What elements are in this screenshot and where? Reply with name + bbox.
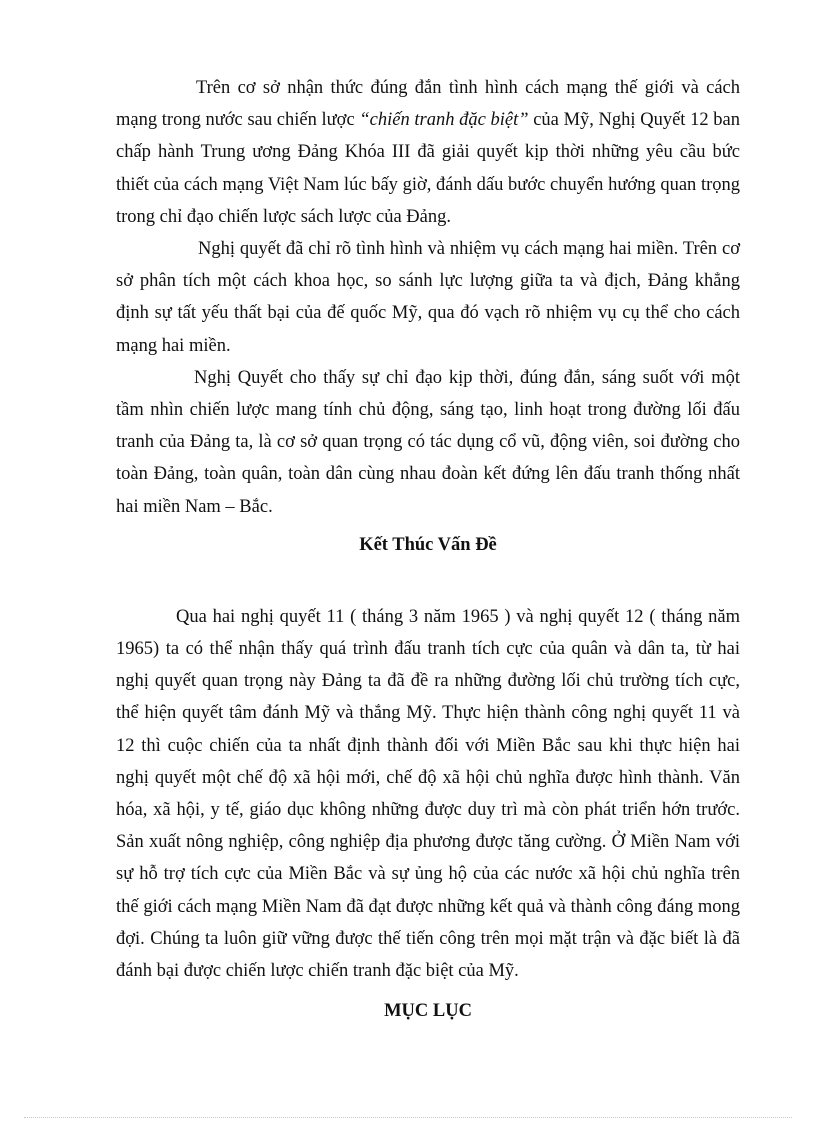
paragraph-1-italic-phrase: “chiến tranh đặc biệt” bbox=[359, 110, 529, 131]
paragraph-1 bbox=[116, 72, 740, 233]
conclusion-heading: Kết Thúc Vấn Đề bbox=[359, 534, 497, 555]
paragraph-1-text-a: Trên cơ sở nhận thức đúng đắn tình hình cách mạng thế giới và cách mạng trong nước sau chiến lược bbox=[116, 78, 740, 131]
page-bottom-divider bbox=[24, 1117, 792, 1118]
paragraph-4: Qua hai nghị quyết 11 ( tháng 3 năm 1965 ) và nghị quyết 12 ( tháng năm 1965) ta có thể nhận thấy quá trình đấu tranh tích cực của quân và dân ta, từ hai nghị quyết quan trọng này Đảng ta đã đề ra những đường lối chủ trường tích cực, thể hiện quyết tâm đánh Mỹ và thắng Mỹ. Thực hiện thành công nghị quyết 11 và 12 thì cuộc chiến của ta nhất định thành đối với Miền Bắc sau khi thực hiện hai nghị quyết một chế độ xã hội mới, chế độ xã hội chủ nghĩa được hình thành. Văn hóa, xã hội, y tế, giáo dục không những được duy trì mà còn phát triển hớn trước. Sản xuất nông nghiệp, công nghiệp địa phương được tăng cường. Ở Miền Nam với sự hỗ trợ tích cực của Miền Bắc và sự ủng hộ của các nước xã hội chủ nghĩa trên thế giới cách mạng Miền Nam đã đạt được những kết quả và thành công đáng mong đợi. Chúng ta luôn giữ vững được thế tiến công trên mọi mặt trận và đặc biết là đã đánh bại được chiến lược chiến tranh đặc biệt của Mỹ. bbox=[116, 606, 740, 982]
paragraph-1-text-b: của Mỹ, Nghị Quyết 12 ban chấp hành Trung ương Đảng Khóa III đã giải quyết kịp thời những yêu cầu bức thiết của cách mạng Việt Nam lúc bấy giờ, đánh dấu bước chuyển hướng quan trọng trong chỉ đạo chiến lược sách lược của Đảng. bbox=[116, 110, 740, 227]
paragraph-3: Nghị Quyết cho thấy sự chỉ đạo kịp thời, đúng đắn, sáng suốt với một tầm nhìn chiến lược mang tính chủ động, sáng tạo, linh hoạt trong đường lối đấu tranh của Đảng ta, là cơ sở quan trọng có tác dụng cổ vũ, động viên, soi đường cho toàn Đảng, toàn quân, toàn dân cùng nhau đoàn kết đứng lên đấu tranh thống nhất hai miền Nam – Bắc. bbox=[116, 367, 740, 517]
document-page bbox=[116, 72, 740, 1027]
toc-heading: MỤC LỤC bbox=[384, 1001, 472, 1022]
paragraph-2: Nghị quyết đã chỉ rõ tình hình và nhiệm vụ cách mạng hai miền. Trên cơ sở phân tích một cách khoa học, so sánh lực lượng giữa ta và địch, Đảng khẳng định sự tất yếu thất bại của đế quốc Mỹ, qua đó vạch rõ nhiệm vụ cụ thể cho cách mạng hai miền. bbox=[116, 239, 740, 356]
